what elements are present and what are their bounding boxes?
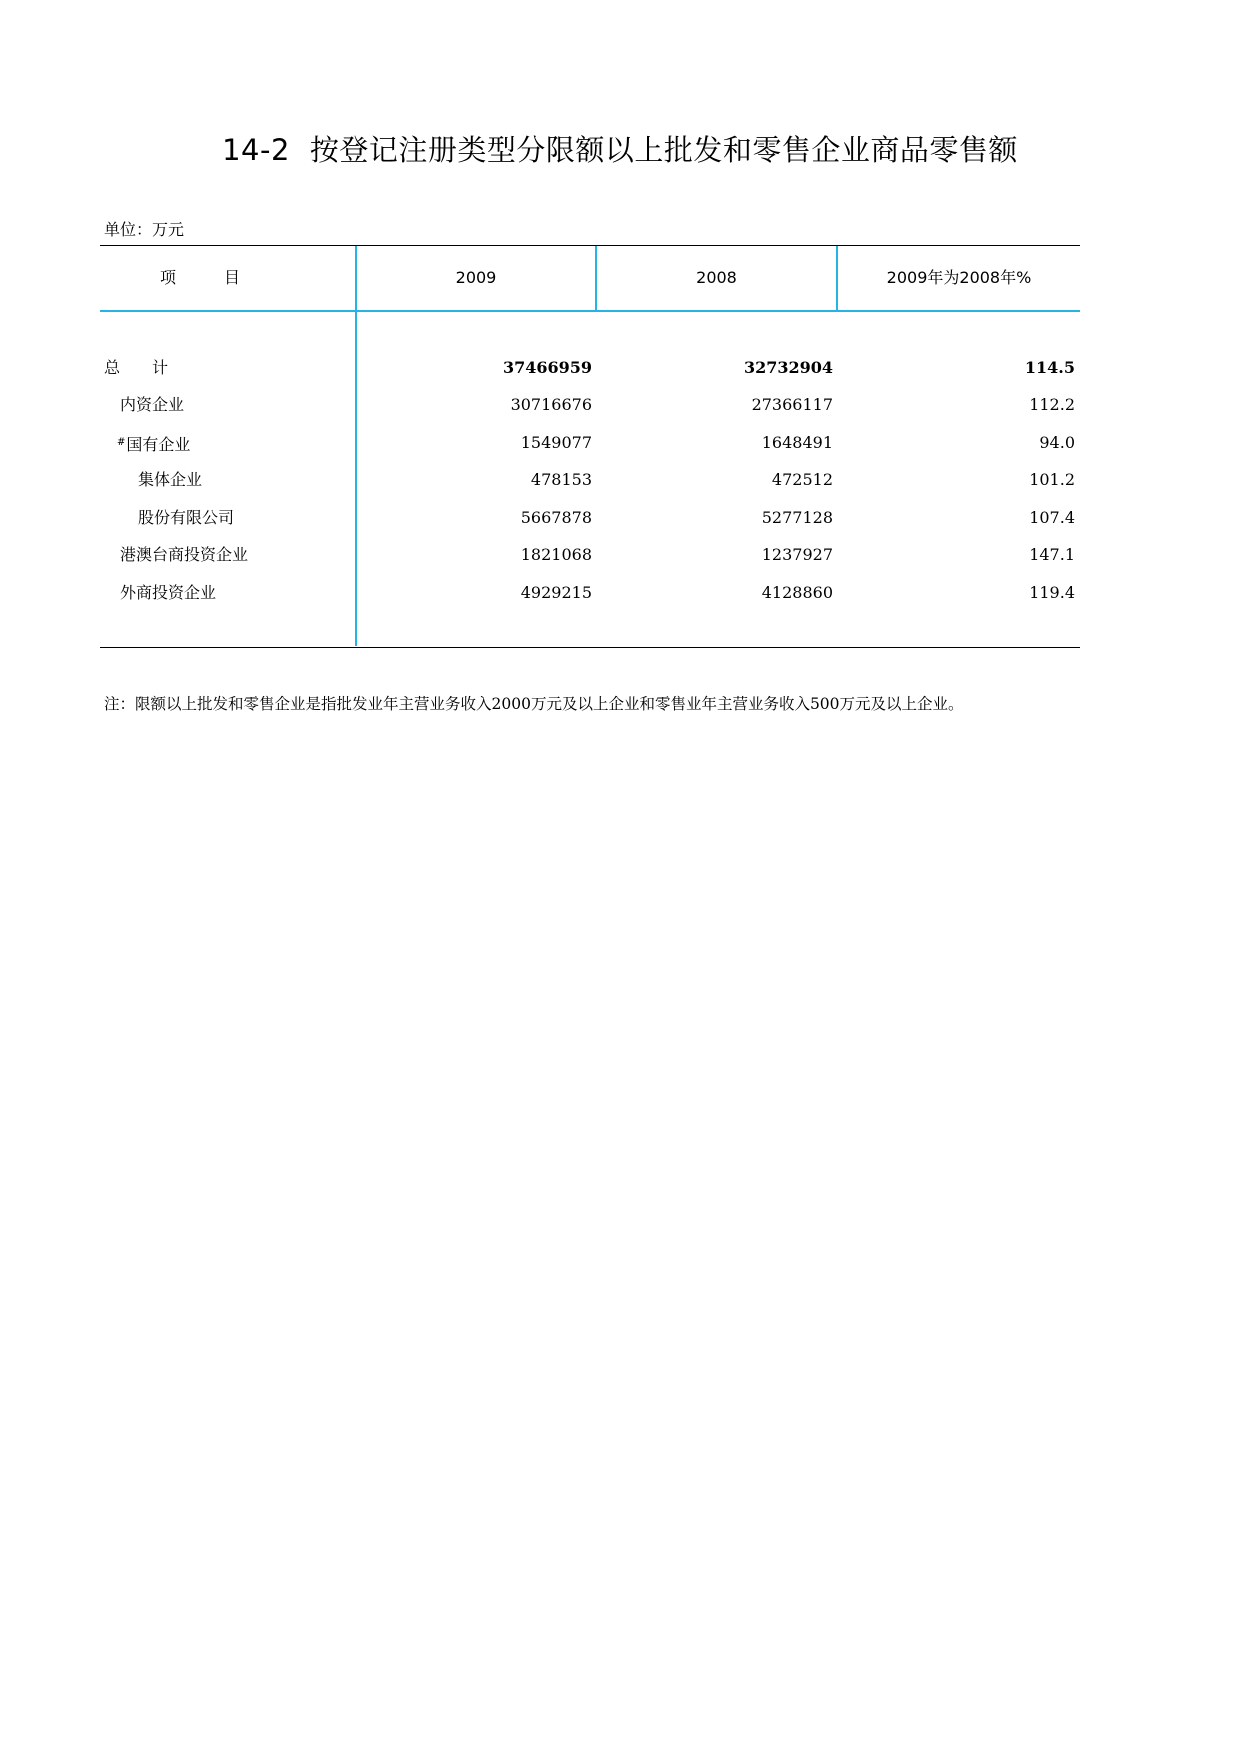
cell-2008: 5277128 xyxy=(761,508,833,527)
cell-ratio: 147.1 xyxy=(1029,545,1075,564)
cell-2008: 32732904 xyxy=(743,358,833,377)
cell-2009: 4929215 xyxy=(520,583,592,602)
footnote: 注：限额以上批发和零售企业是指批发业年主营业务收入2000万元及以上企业和零售业年主营业务收入500万元及以上企业。 xyxy=(104,695,964,713)
row-label: 总 计 xyxy=(104,358,169,377)
table-title: 按登记注册类型分限额以上批发和零售企业商品零售额 xyxy=(309,133,1018,167)
header-ratio: 2009年为2008年% xyxy=(886,268,1032,287)
row-label: 外商投资企业 xyxy=(120,583,217,602)
header-separator xyxy=(100,310,1080,312)
table-row xyxy=(100,386,1080,423)
cell-2009: 478153 xyxy=(530,470,592,489)
cell-2009: 1549077 xyxy=(520,433,592,452)
table-row xyxy=(100,536,1080,573)
table-row xyxy=(100,461,1080,498)
cell-2009: 30716676 xyxy=(510,395,592,414)
cell-2008: 4128860 xyxy=(761,583,833,602)
cell-ratio: 114.5 xyxy=(1024,358,1075,377)
row-label: #国有企业 xyxy=(117,435,191,454)
cell-ratio: 112.2 xyxy=(1029,395,1075,414)
statistics-table xyxy=(100,245,1080,648)
cell-2009: 5667878 xyxy=(520,508,592,527)
row-label: 港澳台商投资企业 xyxy=(120,545,249,564)
table-row-total xyxy=(100,349,1080,386)
cell-2008: 1648491 xyxy=(761,433,833,452)
cell-ratio: 94.0 xyxy=(1039,433,1075,452)
table-row xyxy=(100,499,1080,536)
cell-ratio: 101.2 xyxy=(1029,470,1075,489)
cell-2008: 27366117 xyxy=(751,395,833,414)
cell-2008: 472512 xyxy=(771,470,833,489)
table-row xyxy=(100,424,1080,461)
row-label: 股份有限公司 xyxy=(138,508,235,527)
hash-mark: # xyxy=(117,437,126,448)
row-label: 集体企业 xyxy=(138,470,203,489)
header-2008: 2008 xyxy=(696,268,737,287)
cell-ratio: 107.4 xyxy=(1029,508,1075,527)
table-number: 14-2 xyxy=(222,133,290,167)
unit-label: 单位：万元 xyxy=(104,220,185,239)
page-title xyxy=(0,128,1240,169)
table-row xyxy=(100,574,1080,611)
cell-2009: 37466959 xyxy=(502,358,592,377)
cell-2009: 1821068 xyxy=(520,545,592,564)
header-item: 项 目 xyxy=(159,268,240,287)
cell-ratio: 119.4 xyxy=(1029,583,1075,602)
row-label: 内资企业 xyxy=(120,395,185,414)
header-2009: 2009 xyxy=(455,268,497,287)
cell-2008: 1237927 xyxy=(761,545,833,564)
